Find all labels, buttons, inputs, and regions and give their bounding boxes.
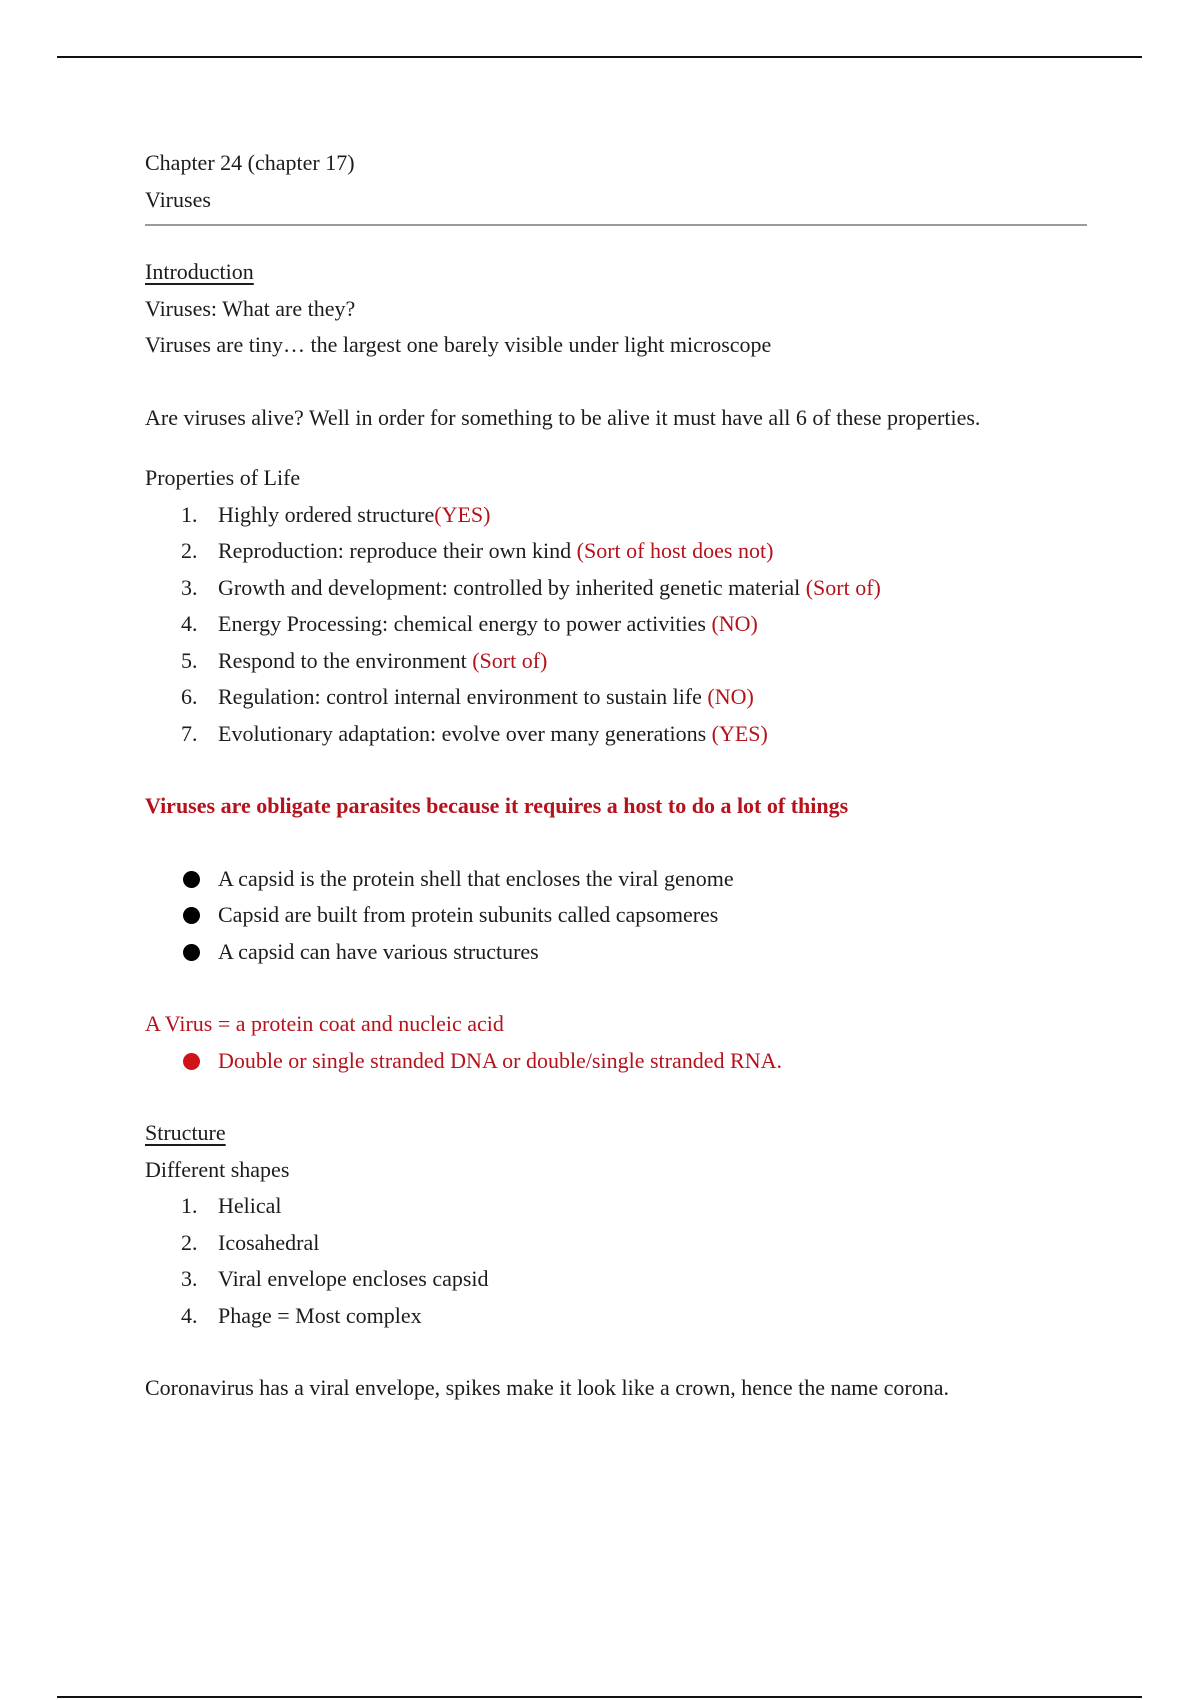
structure-intro: Different shapes: [145, 1156, 290, 1182]
answer-note: (YES): [434, 501, 491, 527]
document-body: [145, 145, 1085, 1407]
capsid-bullet-list: [145, 861, 1085, 971]
bullet-icon: [183, 944, 200, 961]
properties-heading: Properties of Life: [145, 465, 301, 490]
intro-line-2: Viruses are tiny… the largest one barely visible under light microscope: [145, 332, 772, 357]
list-item: 5. Respond to the environment (Sort of): [181, 647, 548, 673]
list-item: A capsid can have various structures: [145, 934, 1085, 971]
answer-note: (Sort of host does not): [576, 538, 774, 563]
shapes-list: [145, 1188, 1085, 1334]
list-item: 4. Energy Processing: chemical energy to power activities (NO): [181, 611, 758, 636]
answer-note: (NO): [707, 684, 754, 709]
chapter-title: Chapter 24 (chapter 17): [145, 150, 355, 175]
list-item: Double or single stranded DNA or double/single stranded RNA.: [145, 1043, 1085, 1080]
list-item: 3. Growth and development: controlled by inherited genetic material (Sort of): [181, 574, 881, 600]
bullet-icon: [183, 907, 200, 924]
introduction-heading: Introduction: [145, 259, 254, 284]
answer-note: (NO): [711, 611, 758, 636]
list-item: 3. Viral envelope encloses capsid: [181, 1266, 489, 1291]
bullet-icon: [183, 871, 200, 888]
bullet-icon: [183, 1053, 200, 1070]
list-item: 2. Icosahedral: [181, 1229, 320, 1255]
virus-definition: A Virus = a protein coat and nucleic acid: [145, 1011, 504, 1036]
answer-note: (Sort of): [472, 647, 548, 673]
title-divider: [145, 224, 1087, 226]
list-item: 7. Evolutionary adaptation: evolve over many generations (YES): [181, 720, 768, 746]
obligate-parasites-statement: Viruses are obligate parasites because it requires a host to do a lot of things: [145, 793, 849, 818]
intro-line-1: Viruses: What are they?: [145, 295, 356, 321]
alive-question: Are viruses alive? Well in order for something to be alive it must have all 6 of these properties.: [145, 404, 981, 430]
page-top-rule: [57, 56, 1142, 58]
properties-list: [145, 497, 1085, 753]
list-item: 2. Reproduction: reproduce their own kind (Sort of host does not): [181, 538, 774, 563]
list-item: 6. Regulation: control internal environment to sustain life (NO): [181, 684, 754, 709]
list-item: A capsid is the protein shell that encloses the viral genome: [145, 861, 1085, 898]
list-item: Capsid are built from protein subunits called capsomeres: [145, 897, 1085, 934]
coronavirus-note: Coronavirus has a viral envelope, spikes make it look like a crown, hence the name corona.: [145, 1375, 949, 1400]
list-item: 1. Highly ordered structure(YES): [181, 501, 491, 527]
page-bottom-rule: [57, 1696, 1142, 1698]
list-item: 1. Helical: [181, 1193, 282, 1218]
nucleic-acid-bullet-list: [145, 1043, 1085, 1080]
answer-note: (Sort of): [805, 574, 881, 600]
answer-note: (YES): [711, 720, 768, 746]
list-item: 4. Phage = Most complex: [181, 1302, 422, 1328]
subject-title: Viruses: [145, 186, 211, 212]
structure-heading: Structure: [145, 1120, 226, 1145]
